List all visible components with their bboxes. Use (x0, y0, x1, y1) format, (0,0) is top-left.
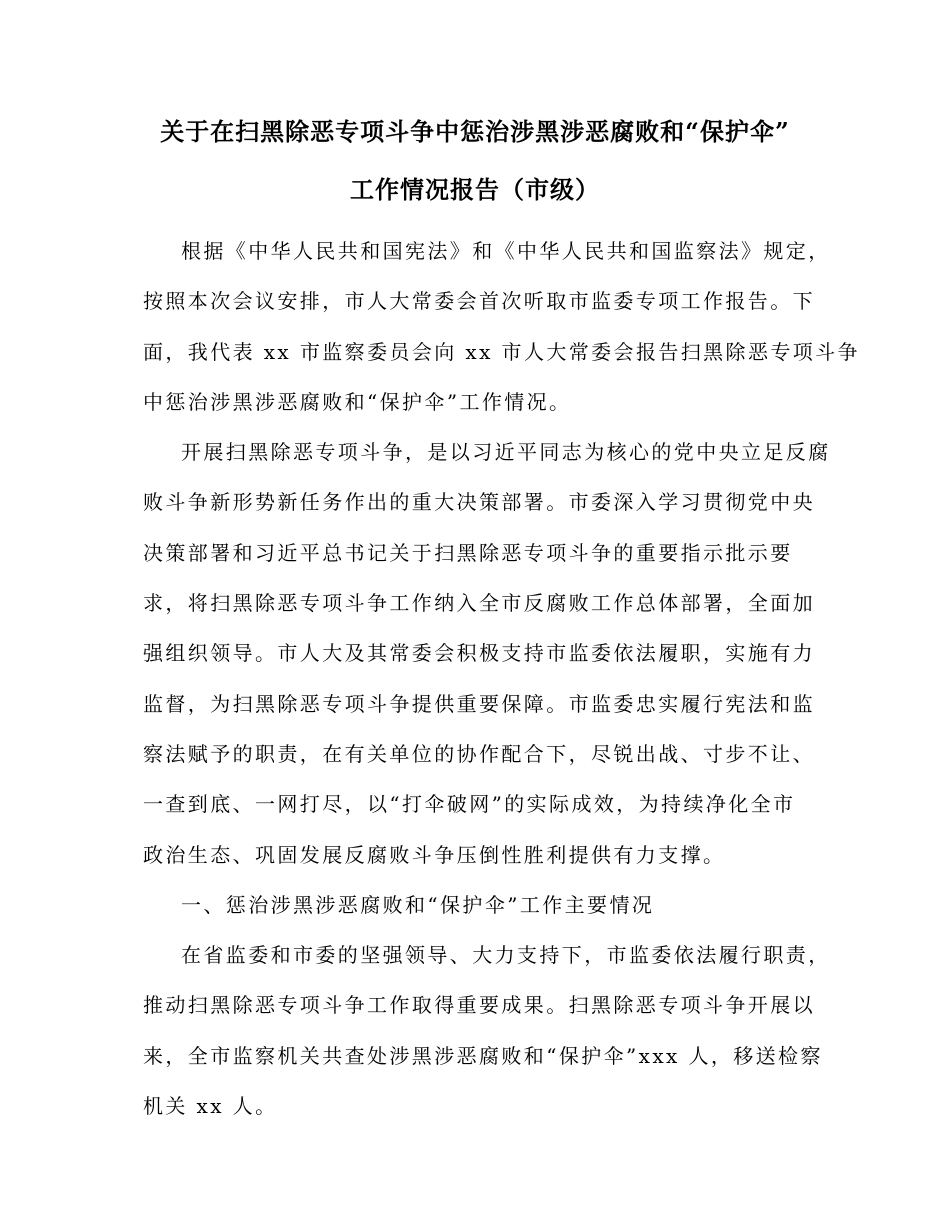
paragraph-intro (143, 226, 860, 427)
paragraph-line: 察法赋予的职责，在有关单位的协作配合下，尽锐出战、寸步不让、 (143, 741, 815, 766)
paragraph-line: 政治生态、巩固发展反腐败斗争压倒性胜利提供有力支撑。 (143, 842, 726, 867)
document-title-line-1: 关于在扫黑除恶专项斗争中惩治涉黑涉恶腐败和“保护伞” (160, 117, 790, 146)
section-heading-text: 一、惩治涉黑涉恶腐败和“保护伞”工作主要情况 (181, 892, 655, 917)
paragraph-line: 中惩治涉黑涉恶腐败和“保护伞”工作情况。 (143, 389, 572, 414)
paragraph-line: 按照本次会议安排，市人大常委会首次听取市监委专项工作报告。下 (143, 289, 815, 314)
paragraph-line: 面，我代表 xx 市监察委员会向 xx 市人大常委会报告扫黑除恶专项斗争 (143, 339, 860, 364)
paragraph-line: 求，将扫黑除恶专项斗争工作纳入全市反腐败工作总体部署，全面加 (143, 591, 815, 616)
paragraph-line: 监督，为扫黑除恶专项斗争提供重要保障。市监委忠实履行宪法和监 (143, 691, 815, 716)
paragraph-line: 在省监委和市委的坚强领导、大力支持下，市监委依法履行职责， (181, 943, 831, 968)
paragraph-line: 开展扫黑除恶专项斗争，是以习近平同志为核心的党中央立足反腐 (181, 440, 831, 465)
paragraph-results (143, 930, 831, 1131)
paragraph-line: 来，全市监察机关共查处涉黑涉恶腐败和“保护伞”xxx 人，移送检察 (143, 1043, 823, 1068)
section-heading (143, 880, 808, 930)
document-body (143, 226, 860, 1131)
paragraph-line: 强组织领导。市人大及其常委会积极支持市监委依法履职，实施有力 (143, 641, 815, 666)
paragraph-line: 一查到底、一网打尽，以“打伞破网”的实际成效，为持续净化全市 (143, 792, 796, 817)
paragraph-line: 机关 xx 人。 (143, 1094, 278, 1119)
paragraph-line: 决策部署和习近平总书记关于扫黑除恶专项斗争的重要指示批示要 (143, 540, 793, 565)
paragraph-background (143, 427, 831, 880)
paragraph-line: 根据《中华人民共和国宪法》和《中华人民共和国监察法》规定， (181, 239, 831, 263)
paragraph-line: 推动扫黑除恶专项斗争工作取得重要成果。扫黑除恶专项斗争开展以 (143, 993, 815, 1018)
paragraph-line: 败斗争新形势新任务作出的重大决策部署。市委深入学习贯彻党中央 (143, 490, 815, 515)
document-title-line-2: 工作情况报告（市级） (350, 175, 600, 204)
